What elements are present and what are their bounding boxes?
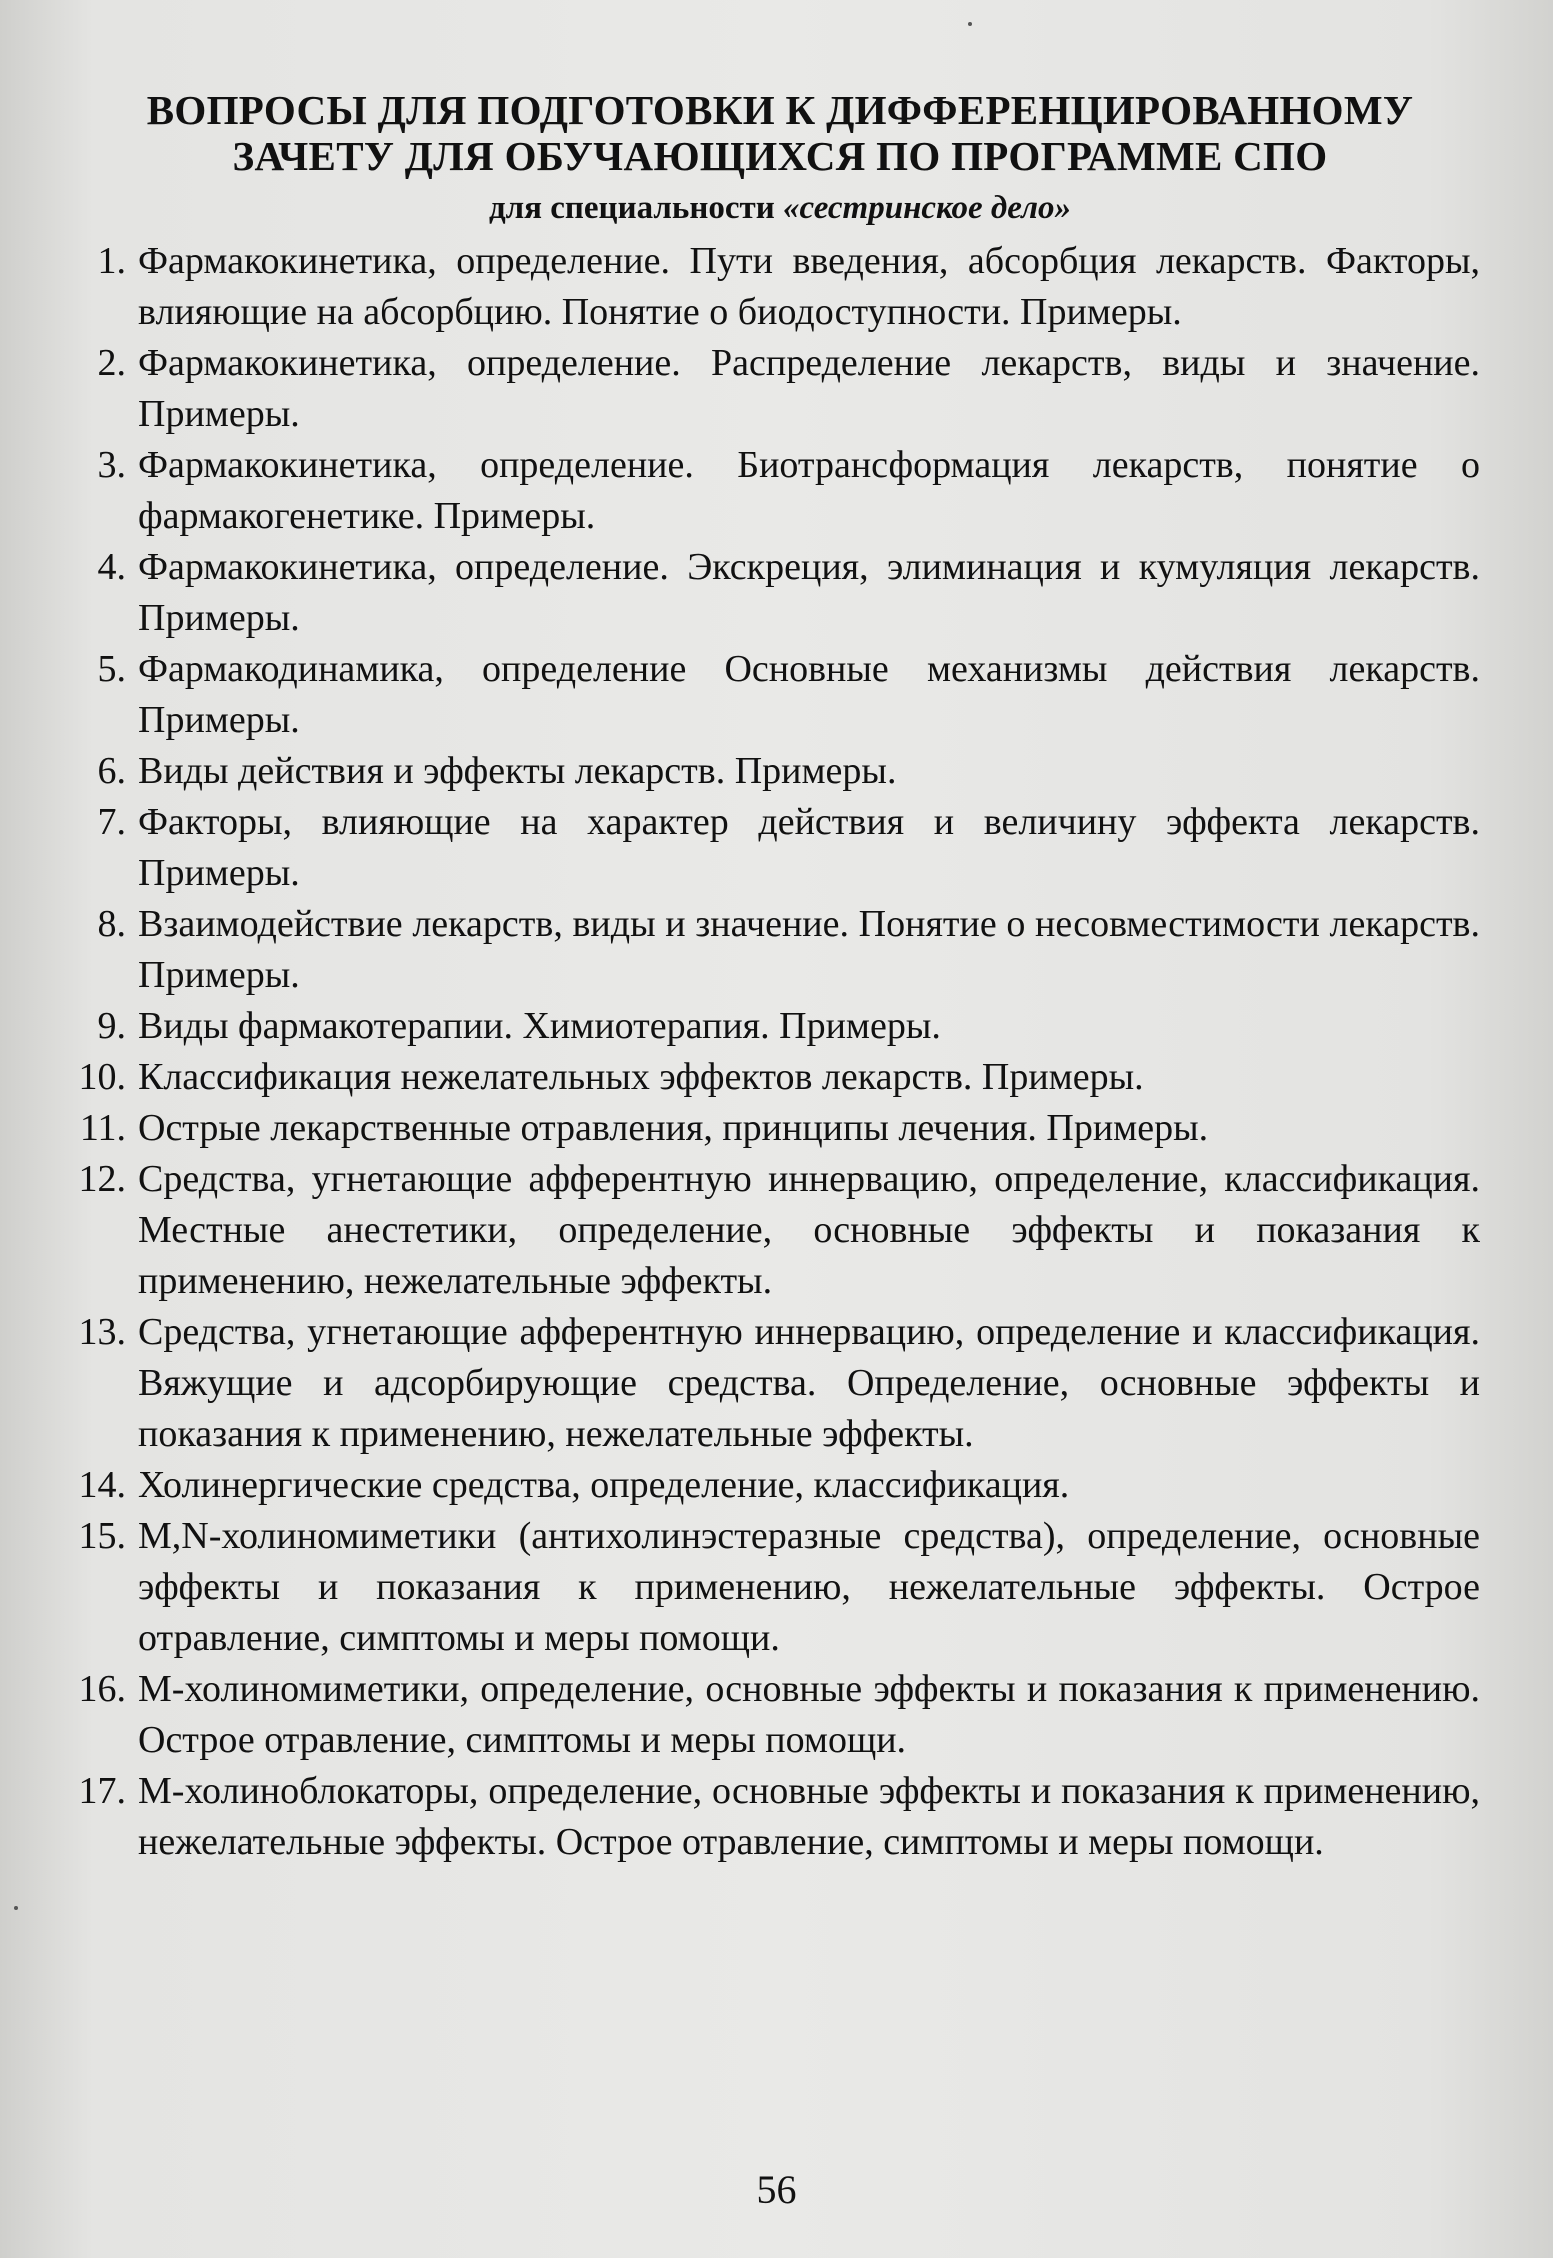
question-item: [62, 746, 1480, 797]
document-subtitle: [70, 188, 1490, 228]
question-text: М-холиноблокаторы, определение, основные эффекты и показания к применению, нежелательные эффекты. Острое отравление, симптомы и меры помощи.: [138, 1770, 1480, 1863]
question-item: [62, 1664, 1480, 1766]
scan-speck: [14, 1906, 18, 1910]
question-number: 6.: [97, 750, 126, 792]
question-item: [62, 797, 1480, 899]
question-number: 15.: [78, 1515, 126, 1557]
question-item: [62, 1460, 1480, 1511]
question-item: [62, 542, 1480, 644]
question-number: 12.: [78, 1158, 126, 1200]
question-number: 16.: [78, 1668, 126, 1710]
question-text: М-холиномиметики, определение, основные эффекты и показания к применению. Острое отравление, симптомы и меры помощи.: [138, 1668, 1480, 1761]
question-item: [62, 1103, 1480, 1154]
question-text: Фармакокинетика, определение. Пути введения, абсорбция лекарств. Факторы, влияющие на абсорбцию. Понятие о биодоступности. Примеры.: [138, 240, 1480, 333]
question-number: 11.: [79, 1107, 126, 1149]
question-number: 10.: [78, 1056, 126, 1098]
document-title-line-2: ЗАЧЕТУ ДЛЯ ОБУЧАЮЩИХСЯ ПО ПРОГРАММЕ СПО: [232, 133, 1328, 179]
question-text: Факторы, влияющие на характер действия и величину эффекта лекарств. Примеры.: [138, 801, 1480, 894]
question-item: [62, 1766, 1480, 1868]
question-text: Виды действия и эффекты лекарств. Примеры.: [138, 750, 897, 792]
scan-speck: [968, 22, 972, 26]
question-item: [62, 1154, 1480, 1307]
question-item: [62, 1511, 1480, 1664]
question-text: М,N-холиномиметики (антихолинэстеразные средства), определение, основные эффекты и показания к применению, нежелательные эффекты. Острое отравление, симптомы и меры помощи.: [138, 1515, 1480, 1659]
question-list: [62, 236, 1480, 1868]
question-text: Острые лекарственные отравления, принципы лечения. Примеры.: [138, 1107, 1209, 1149]
question-number: 4.: [97, 546, 126, 588]
question-text: Виды фармакотерапии. Химиотерапия. Примеры.: [138, 1005, 941, 1047]
question-text: Фармакокинетика, определение. Биотрансформация лекарств, понятие о фармакогенетике. Примеры.: [138, 444, 1480, 537]
question-item: [62, 1001, 1480, 1052]
question-text: Фармакокинетика, определение. Распределение лекарств, виды и значение. Примеры.: [138, 342, 1480, 435]
question-text: Средства, угнетающие афферентную иннервацию, определение, классификация. Местные анестетики, определение, основные эффекты и показания к применению, нежелательные эффекты.: [138, 1158, 1480, 1302]
page-number: 56: [756, 2167, 797, 2212]
question-number: 14.: [78, 1464, 126, 1506]
question-number: 17.: [78, 1770, 126, 1812]
question-item: [62, 338, 1480, 440]
question-number: 5.: [97, 648, 126, 690]
question-text: Средства, угнетающие афферентную иннервацию, определение и классификация. Вяжущие и адсорбирующие средства. Определение, основные эффекты и показания к применению, нежелательные эффекты.: [138, 1311, 1480, 1455]
question-number: 1.: [97, 240, 126, 282]
question-item: [62, 644, 1480, 746]
question-number: 9.: [97, 1005, 126, 1047]
question-item: [62, 899, 1480, 1001]
question-item: [62, 1307, 1480, 1460]
question-text: Фармакокинетика, определение. Экскреция, элиминация и кумуляция лекарств. Примеры.: [138, 546, 1480, 639]
question-item: [62, 1052, 1480, 1103]
question-number: 8.: [97, 903, 126, 945]
question-text: Холинергические средства, определение, классификация.: [138, 1464, 1070, 1506]
document-title-line-1: ВОПРОСЫ ДЛЯ ПОДГОТОВКИ К ДИФФЕРЕНЦИРОВАННОМУ: [146, 87, 1414, 133]
question-number: 3.: [97, 444, 126, 486]
subtitle-prefix: для специальности: [488, 190, 783, 226]
question-text: Фармакодинамика, определение Основные механизмы действия лекарств. Примеры.: [138, 648, 1480, 741]
question-text: Классификация нежелательных эффектов лекарств. Примеры.: [138, 1056, 1144, 1098]
question-text: Взаимодействие лекарств, виды и значение. Понятие о несовместимости лекарств. Примеры.: [138, 903, 1480, 996]
question-number: 13.: [78, 1311, 126, 1353]
subtitle-specialty: «сестринское дело»: [782, 190, 1072, 226]
question-item: [62, 236, 1480, 338]
question-number: 7.: [97, 801, 126, 843]
question-number: 2.: [97, 342, 126, 384]
question-item: [62, 440, 1480, 542]
